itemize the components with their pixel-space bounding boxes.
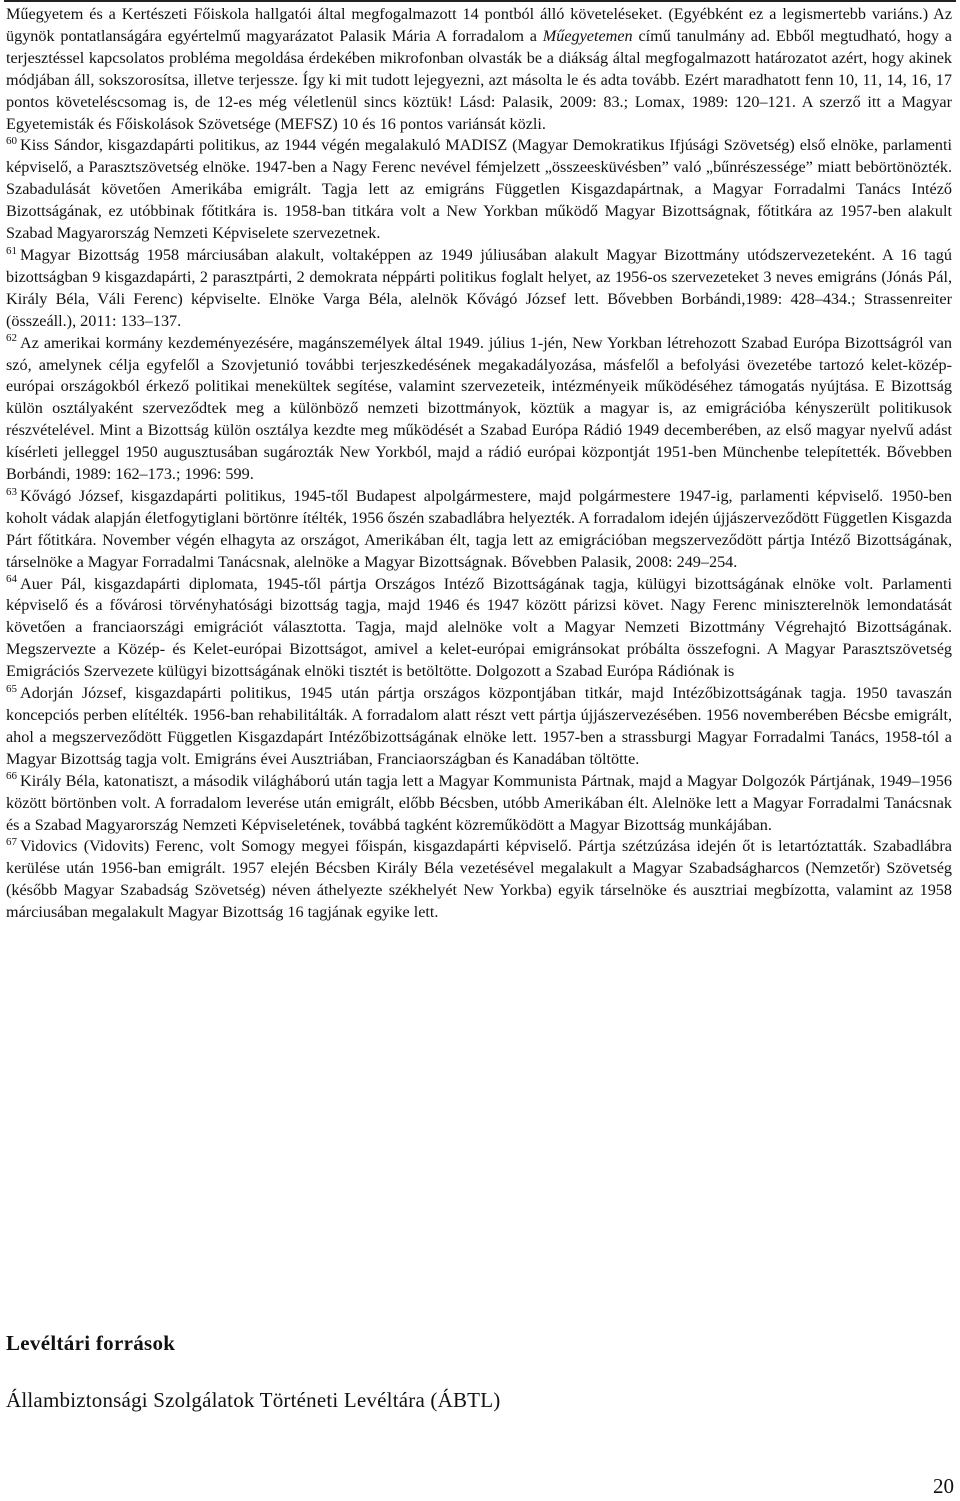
footnote-number: 62: [6, 332, 17, 345]
footnote-65: [6, 683, 952, 771]
footnote-number: 65: [6, 682, 17, 695]
footnote-61: [6, 245, 952, 333]
footnote-text: Kővágó József, kisgazdapárti politikus, 1945-től Budapest alpolgármestere, majd polgármestere 1947-ig, parlamenti képviselő. 1950-ben koholt vádak alapján életfogytiglani börtönre ítélték, 1956 őszén szabadlábra helyezték. A forradalom idején újjászerveződött Független Kisgazda Párt főtitkára. November végén elhagyta az országot, Amerikában élt, tagja lett az emigrációban megszerveződött pártja Intéző Bizottságának, társelnöke a Magyar Forradalmi Tanácsnak, alelnöke a Magyar Bizottságnak. Bővebben Palasik, 2008: 249‒254.: [6, 486, 952, 571]
footnote-text: Műegyetem és a Kertészeti Főiskola hallgatói által megfogalmazott 14 pontból álló követeléseket. (Egyébként ez a legismertebb variáns.) Az ügynök pontatlanságára egyértelmű magyarázatot Palasik Mária A forradalom a: [6, 5, 952, 45]
footnote-64: [6, 574, 952, 684]
footnote-60: [6, 135, 952, 245]
footnote-text: Vidovics (Vidovits) Ferenc, volt Somogy megyei főispán, kisgazdapárti képviselő. Pártja szétzúzása idején őt is letartóztatták. Szabadlábra kerülése után 1956-ban emigrált. 1957 elején Bécsben Király Béla vezetésével megalakult a Magyar Szabadságharcos (Nemzetőr) Szövetség (később Magyar Szabadság Szövetség) néven áthelyezte székhelyét New Yorkba) egyik társelnöke és ausztriai megbízotta, valamint az 1958 márciusában megalakult Magyar Bizottság 16 tagjának egyike lett.: [6, 837, 952, 922]
footnote-separator-line: [4, 0, 956, 2]
footnote-63: [6, 486, 952, 574]
footnote-text: Kiss Sándor, kisgazdapárti politikus, az 1944 végén megalakuló MADISZ (Magyar Demokratikus Ifjúsági Szövetség) első elnöke, parlamenti képviselő, a Parasztszövetség elnöke. 1947-ben a Nagy Ferenc nevével fémjelzett „összeesküvésben” való „bűnrészessége” miatt bebörtönözték. Szabadulását követően Amerikába emigrált. Tagja lett az emigráns Független Kisgazdapártnak, a Magyar Forradalmi Tanács Intéző Bizottságának, ez utóbbinak főtitkára is. 1958-ban titkára volt a New Yorkban működő Magyar Bizottságnak, főtitkára az 1957-ben alakult Szabad Magyarország Nemzeti Képviselete szervezetnek.: [6, 136, 952, 243]
footnote-67: [6, 836, 952, 924]
page-number: 20: [933, 1474, 954, 1498]
footnote-number: 67: [6, 836, 17, 849]
footnote-number: 66: [6, 770, 17, 783]
footnote-text: Király Béla, katonatiszt, a második világháború után tagja lett a Magyar Kommunista Pártnak, majd a Magyar Dolgozók Pártjának, 1949‒1956 között börtönben volt. A forradalom leverése után emigrált, előbb Bécsben, utóbb Amerikában élt. Alelnöke lett a Magyar Forradalmi Tanácsnak és a Szabad Magyarország Nemzeti Képviseletének, továbbá tagként közreműködött a Magyar Bizottság munkájában.: [6, 771, 952, 834]
footnote-text: című tanulmány ad. Ebből megtudható, hogy a terjesztéssel kapcsolatos probléma megoldása érdekében mikrofonban olvasták be a diákság által megfogalmazott határozatot azért, hogy akinek módjában áll, sokszorosítsa, illetve terjessze. Így ki mit tudott lejegyezni, azt másolta le és adta tovább. Ezért maradhatott fenn 10, 11, 14, 16, 17 pontos követeléscsomag is, de 12-es még véletlenül sincs köztük! Lásd: Palasik, 2009: 83.; Lomax, 1989: 120‒121. A szerző itt a Magyar Egyetemisták és Főiskolások Szövetsége (MEFSZ) 10 és 16 pontos variánsát közli.: [6, 26, 952, 133]
footnote-text: Magyar Bizottság 1958 márciusában alakult, voltaképpen az 1949 júliusában alakult Magyar Bizottmány utódszervezeteként. A 16 tagú bizottságban 9 kisgazdapárti, 2 parasztpárti, 2 demokrata néppárti politikus foglalt helyet, az 1956-os szervezeteket 3 neves emigráns (Jónás Pál, Király Béla, Váli Ferenc) képviselte. Elnöke Varga Béla, alelnök Kővágó József lett. Bővebben Borbándi,1989: 428‒434.; Strassenreiter (összeáll.), 2011: 133‒137.: [6, 245, 952, 330]
footnote-number: 63: [6, 485, 17, 498]
footnote-text: Adorján József, kisgazdapárti politikus, 1945 után pártja országos központjában titkár, majd Intézőbizottságának tagja. 1950 tavaszán koncepciós perben elítélték. 1956-ban rehabilitálták. A forradalom alatt részt vett pártja újjászervezésében. 1956 novemberében Bécsbe emigrált, ahol a megszerveződött Független Kisgazdapárt Intézőbizottságának elnöke lett. 1957-ben a strassburgi Magyar Forradalmi Tanács, 1958-tól a Magyar Bizottság tagja volt. Emigráns évei Ausztriában, Franciaországban és Kanadában töltötte.: [6, 684, 952, 768]
footnote-text: Auer Pál, kisgazdapárti diplomata, 1945-től pártja Országos Intéző Bizottságának tagja, külügyi bizottságának elnöke volt. Parlamenti képviselő és a fővárosi törvényhatósági bizottság tagja, majd 1946 és 1947 között párizsi követ. Nagy Ferenc miniszterelnök lemondatását követően a franciaországi emigrációt választotta. Tagja, majd alelnöke volt a Magyar Nemzeti Bizottmány Végrehajtó Bizottságának. Megszervezte a Közép- és Kelet-európai Bizottságot, amivel a kelet-európai emigránsokat próbálta összefogni. A Magyar Parasztszövetség Emigrációs Szervezete külügyi bizottságának elnöki tisztét is betöltötte. Dolgozott a Szabad Európa Rádiónak is: [6, 574, 952, 681]
footnote-text: Az amerikai kormány kezdeményezésére, magánszemélyek által 1949. július 1-jén, New Yorkban létrehozott Szabad Európa Bizottságról van szó, amelynek célja egyfelől a Szovjetunió további terjeszkedésének megakadályozása, másfelől a befolyási övezetébe tartozó kelet-közép-európai országokból érkező politikai menekültek segítése, valamint szervezeteik, intézményeik működéséhez támogatás nyújtása. E Bizottság külön osztályaként szerveződtek meg a különböző nemzeti bizottmányok, köztük a magyar is, az emigrációba kényszerült politikusok részvételével. Mint a Bizottság külön osztálya kezdte meg működését a Szabad Európa Rádió 1949 decemberében, az első magyar nyelvű adást kísérleti jelleggel 1950 augusztusában sugározták New Yorkból, majd a rádió európai központját 1951-ben Münchenbe telepítették. Bővebben Borbándi, 1989: 162‒173.; 1996: 599.: [6, 333, 952, 484]
footnote-number: 64: [6, 573, 17, 586]
footnote-62: [6, 333, 952, 486]
archive-source-title: Állambiztonsági Szolgálatok Történeti Levéltára (ÁBTL): [6, 1388, 501, 1412]
footnote-continuation: [6, 4, 952, 135]
footnote-number: 61: [6, 244, 17, 257]
footnote-66: [6, 771, 952, 837]
footnote-number: 60: [6, 135, 17, 148]
italic-title: Műegyetemen: [542, 26, 633, 45]
section-heading: Levéltári források: [6, 1331, 176, 1355]
footnotes-section: [6, 4, 952, 924]
